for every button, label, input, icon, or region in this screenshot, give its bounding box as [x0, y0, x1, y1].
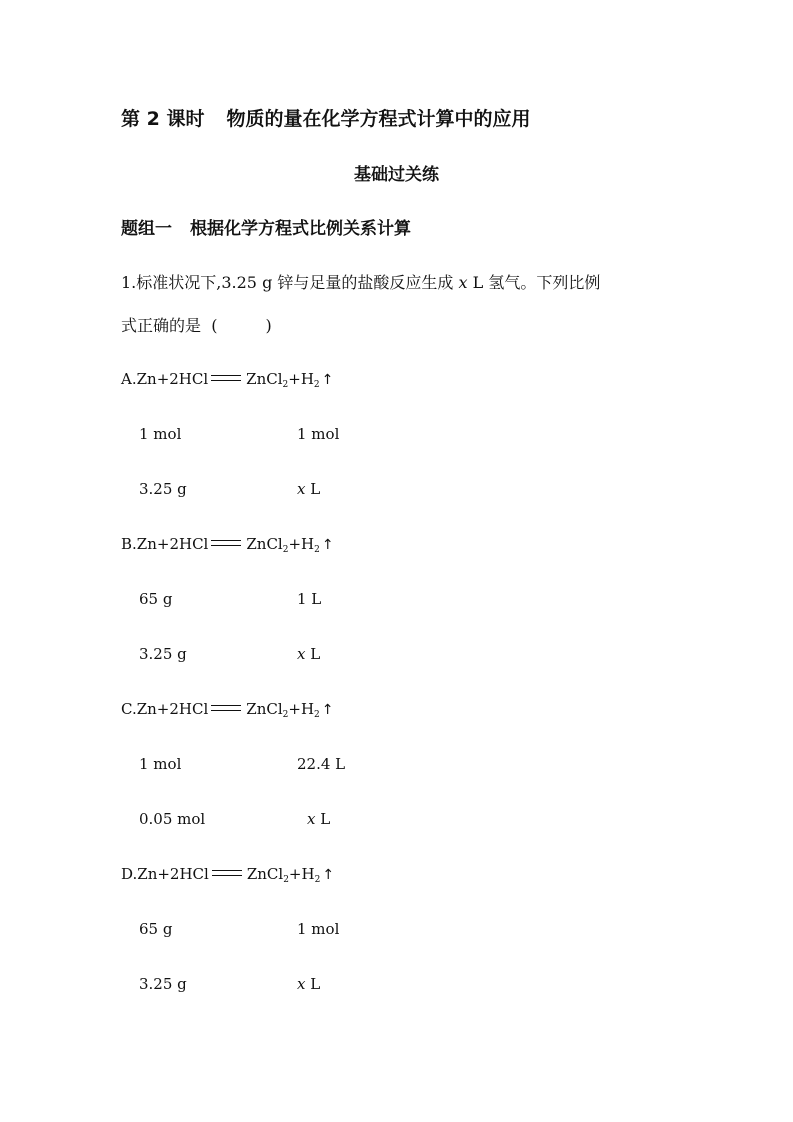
- section-name: 根据化学方程式比例关系计算: [190, 219, 411, 239]
- ratio-right: 22.4 L: [297, 755, 346, 773]
- question-text-after: L 氢气。下列比例: [472, 273, 601, 292]
- equation-reactants: Zn+2HCl: [136, 370, 209, 388]
- option-letter: A.: [121, 370, 137, 388]
- ratio-row-2-right: [297, 480, 320, 498]
- equation-reactants: Zn+2HCl: [136, 535, 209, 553]
- ratio-unit: L: [310, 645, 321, 663]
- answer-paren-open: (: [211, 316, 218, 335]
- ratio-right: 1 L: [297, 590, 322, 608]
- ratio-left: 3.25 g: [139, 480, 187, 498]
- ratio-right: 1 mol: [297, 920, 340, 938]
- ratio-left: 0.05 mol: [139, 810, 206, 828]
- subscript: 2: [282, 545, 289, 555]
- option-equation: [121, 370, 333, 390]
- equation-plus: +H: [288, 535, 315, 553]
- equation-product-a: ZnCl: [246, 535, 283, 553]
- subscript: 2: [282, 710, 289, 720]
- ratio-unit: L: [310, 480, 321, 498]
- equation-plus: +H: [288, 370, 314, 388]
- ratio-row-1-left: [139, 590, 172, 608]
- lesson-number: 第 2 课时: [121, 108, 205, 130]
- answer-paren-close: ): [265, 316, 272, 335]
- ratio-row-1-left: [139, 755, 181, 773]
- ratio-left: 3.25 g: [139, 645, 187, 663]
- ratio-row-2-left: [139, 645, 187, 663]
- ratio-row-1-left: [139, 425, 181, 443]
- subscript: 2: [314, 545, 320, 555]
- ratio-row-2-left: [139, 810, 205, 828]
- equals-sign: [211, 705, 241, 711]
- equals-sign: [211, 375, 241, 381]
- ratio-variable: x: [297, 975, 306, 993]
- equals-sign: [211, 540, 241, 546]
- subscript: 2: [283, 875, 289, 885]
- ratio-left: 1 mol: [139, 755, 182, 773]
- option-letter: B.: [121, 535, 137, 553]
- lesson-title: [121, 104, 530, 131]
- ratio-left: 1 mol: [139, 425, 182, 443]
- ratio-row-2-right: [297, 975, 320, 993]
- question-text-before: 标准状况下,3.25 g 锌与足量的盐酸反应生成: [136, 273, 454, 292]
- gas-arrow-icon: ↑: [322, 867, 335, 883]
- ratio-unit: L: [320, 810, 331, 828]
- equals-sign: [212, 870, 242, 876]
- equation-reactants: Zn+2HCl: [136, 700, 209, 718]
- equation-product-a: ZnCl: [246, 700, 283, 718]
- option-equation: [121, 865, 334, 885]
- ratio-variable: x: [297, 480, 306, 498]
- ratio-left: 3.25 g: [139, 975, 187, 993]
- ratio-row-1-left: [139, 920, 172, 938]
- question-stem-end: 式正确的是: [121, 316, 202, 335]
- subscript: 2: [313, 380, 320, 390]
- section-heading: [121, 214, 411, 239]
- option-equation: [121, 700, 334, 720]
- equation-plus: +H: [288, 865, 315, 883]
- ratio-row-2-right: [297, 645, 320, 663]
- section-group: 题组一: [121, 219, 172, 239]
- question-variable: x: [458, 273, 468, 292]
- ratio-right: 1 mol: [297, 425, 340, 443]
- ratio-unit: L: [310, 975, 321, 993]
- ratio-row-1-right: [297, 590, 321, 608]
- question-line-2: [121, 313, 272, 336]
- subscript: 2: [314, 710, 320, 720]
- subscript: 2: [282, 380, 289, 390]
- option-letter: D.: [121, 865, 138, 883]
- equation-plus: +H: [288, 700, 315, 718]
- ratio-variable: x: [297, 645, 306, 663]
- lesson-topic: 物质的量在化学方程式计算中的应用: [226, 108, 531, 130]
- ratio-row-2-left: [139, 975, 187, 993]
- exercise-subtitle: 基础过关练: [354, 165, 439, 185]
- subscript: 2: [314, 875, 321, 885]
- ratio-row-1-right: [297, 920, 339, 938]
- ratio-row-1-right: [297, 755, 345, 773]
- equation-product-a: ZnCl: [246, 865, 284, 883]
- gas-arrow-icon: ↑: [321, 372, 334, 388]
- equation-product-a: ZnCl: [246, 370, 283, 388]
- ratio-left: 65 g: [139, 590, 173, 608]
- ratio-row-1-right: [297, 425, 339, 443]
- option-letter: C.: [121, 700, 137, 718]
- equation-reactants: Zn+2HCl: [137, 865, 209, 883]
- gas-arrow-icon: ↑: [321, 702, 334, 718]
- ratio-variable: x: [307, 810, 316, 828]
- gas-arrow-icon: ↑: [321, 537, 334, 553]
- ratio-row-2-left: [139, 480, 187, 498]
- ratio-row-2-right: [307, 810, 330, 828]
- option-equation: [121, 535, 334, 555]
- question-line-1: [121, 270, 600, 293]
- question-number: 1.: [121, 273, 137, 292]
- ratio-left: 65 g: [139, 920, 173, 938]
